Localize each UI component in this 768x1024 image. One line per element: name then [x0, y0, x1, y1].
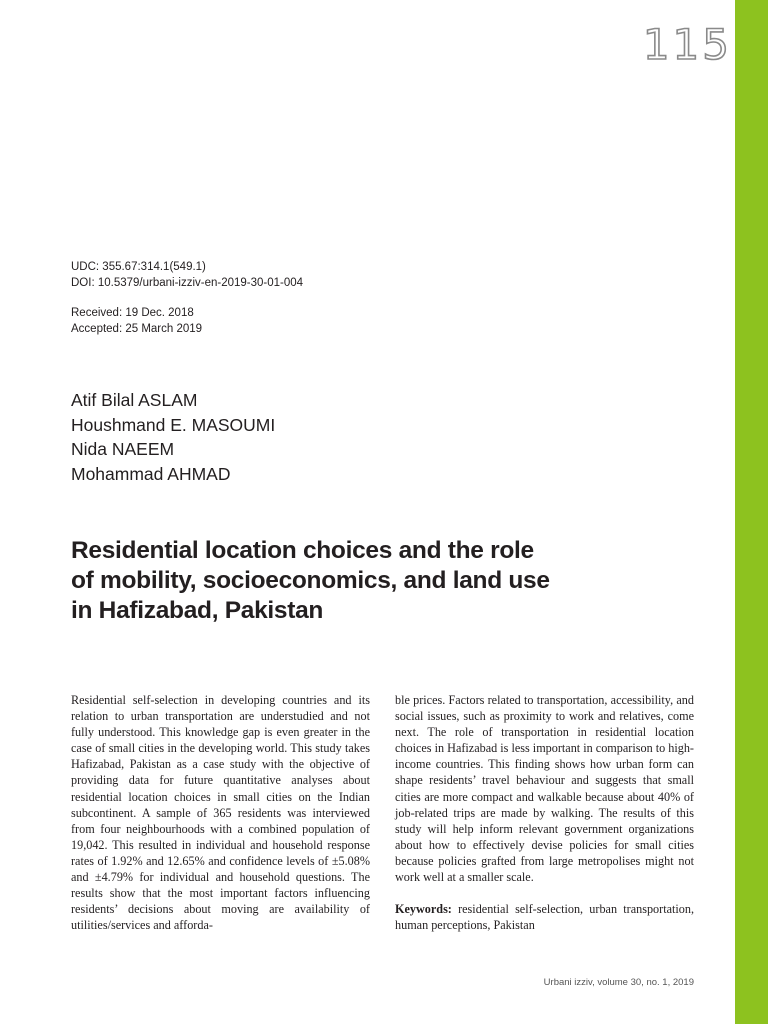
title-line: in Hafizabad, Pakistan: [71, 597, 324, 624]
author-name: Houshmand E. MASOUMI: [71, 414, 276, 435]
title-line: Residential location choices and the role: [71, 537, 534, 564]
identifiers: [71, 259, 303, 291]
author-name: Mohammad AHMAD: [71, 463, 231, 484]
received-date: Received: 19 Dec. 2018: [71, 307, 194, 319]
title-line: of mobility, socioeconomics, and land use: [71, 567, 550, 594]
dates: [71, 305, 202, 337]
keywords-label: Keywords:: [395, 902, 452, 917]
abstract-text-continued: ble prices. Factors related to transportation, accessibility, and social issues, such as proximity to work and relatives, come next. The role of transportation in residential location choices in Hafizabad is less important in comparison to high-income countries. This finding shows how urban form can shape residents’ travel behaviour and suggests that small cities are more compact and walkable because about 40% of job-related trips are made by walking. The results of this study will help inform relevant government organizations about how to effectively devise policies for small cities because policies grafted from large metropolises might not work well at a smaller scale.: [395, 693, 694, 885]
doi[interactable]: DOI: 10.5379/urbani-izziv-en-2019-30-01-004: [71, 277, 304, 289]
abstract-column-right: [395, 692, 694, 933]
abstract-column-left: [71, 692, 370, 933]
keywords: [395, 901, 694, 933]
author-name: Nida NAEEM: [71, 439, 175, 459]
journal-footer: Urbani izziv, volume 30, no. 1, 2019: [543, 977, 694, 988]
author-list: [71, 388, 275, 486]
page-number: 115: [642, 20, 732, 69]
article-title: [71, 536, 631, 626]
author-name: Atif Bilal ASLAM: [71, 390, 198, 410]
accepted-date: Accepted: 25 March 2019: [71, 323, 203, 335]
udc-code: UDC: 355.67:314.1(549.1): [71, 261, 206, 273]
side-color-bar: [735, 0, 768, 1024]
keywords-list: residential self-selection, urban transportation, human perceptions, Pakistan: [395, 902, 694, 933]
abstract-text: Residential self-selection in developing countries and its relation to urban transportation are understudied and not fully understood. This knowledge gap is even greater in the case of small cities in the developing world. This study takes Hafizabad, Pakistan as a case study with the objective of providing data for future quantitative analyses about residential location choices in small cities on the Indian subcontinent. A sample of 365 residents was interviewed from four neighbourhoods with a combined population of 19,042. This resulted in individual and household response rates of 1.92% and 12.65% and confidence levels of ±5.08% and ±4.79% for individual and household questions. The results show that the most important factors influencing residents’ decisions about moving are availability of utilities/services and afforda-: [71, 693, 370, 933]
